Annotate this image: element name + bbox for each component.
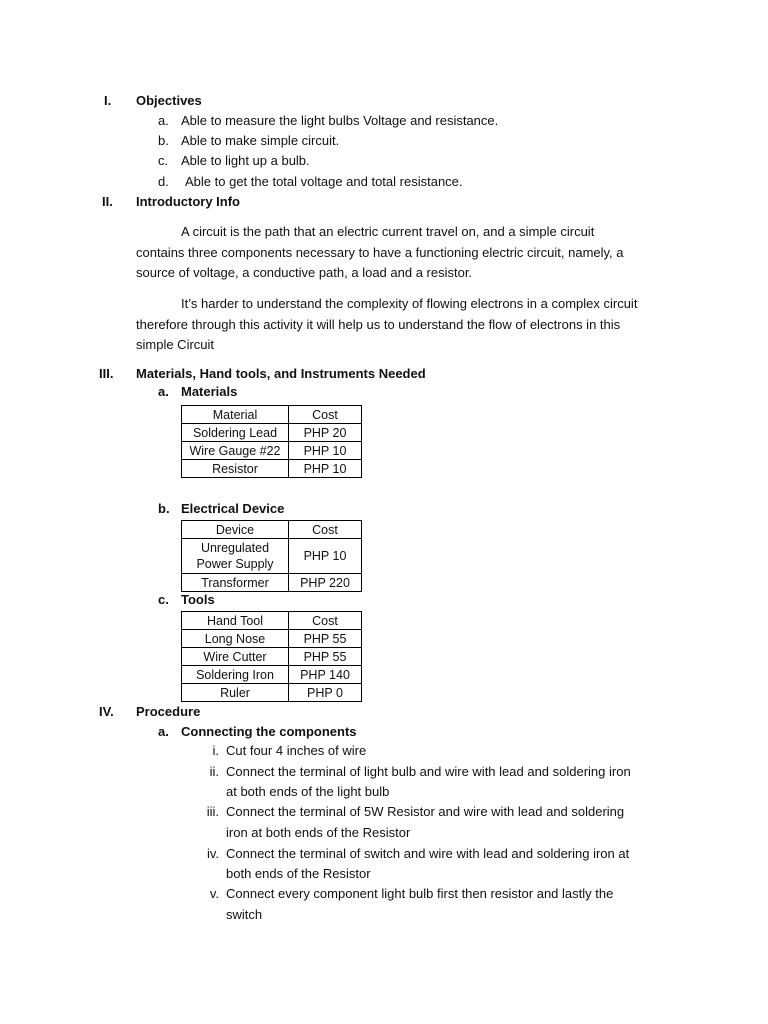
objective-item-b: Able to make simple circuit. bbox=[181, 133, 340, 148]
objective-marker-b: b. bbox=[158, 133, 169, 148]
table-cell: Long Nose bbox=[182, 630, 289, 648]
section-3-title: Materials, Hand tools, and Instruments Needed bbox=[136, 366, 426, 381]
objective-item-c: Able to light up a bulb. bbox=[181, 153, 310, 168]
table-cell: Soldering Lead bbox=[182, 424, 289, 442]
table-header-row bbox=[182, 612, 362, 630]
table-cell: PHP 55 bbox=[289, 630, 362, 648]
section-1-numeral: I. bbox=[104, 93, 112, 108]
step-marker-v: v. bbox=[209, 886, 219, 901]
intro-p1-line-3: source of voltage, a conductive path, a load and a resistor. bbox=[136, 265, 473, 280]
table-header-row bbox=[182, 521, 362, 539]
table-row bbox=[182, 684, 362, 702]
section-4-numeral: IV. bbox=[99, 704, 114, 719]
table-cell-line: Power Supply bbox=[196, 557, 274, 571]
step-4-line-2: both ends of the Resistor bbox=[226, 866, 371, 881]
procedure-sub-title: Connecting the components bbox=[181, 724, 357, 739]
table-cell: PHP 10 bbox=[289, 539, 362, 574]
table-cell: Resistor bbox=[182, 460, 289, 478]
table-cell: Soldering Iron bbox=[182, 666, 289, 684]
table-header-cell: Cost bbox=[289, 521, 362, 539]
table-row bbox=[182, 442, 362, 460]
step-1-line-1: Cut four 4 inches of wire bbox=[226, 743, 367, 758]
table-cell: PHP 55 bbox=[289, 648, 362, 666]
table-row bbox=[182, 630, 362, 648]
devices-table bbox=[181, 520, 362, 592]
section-1-title: Objectives bbox=[136, 93, 202, 108]
table-cell: Ruler bbox=[182, 684, 289, 702]
table-header-cell: Cost bbox=[289, 406, 362, 424]
tools-title: Tools bbox=[181, 592, 215, 607]
tools-marker: c. bbox=[158, 592, 169, 607]
intro-p1-line-1: A circuit is the path that an electric current travel on, and a simple circuit bbox=[181, 224, 595, 239]
step-marker-i: i. bbox=[212, 743, 219, 758]
section-3-numeral: III. bbox=[99, 366, 114, 381]
step-marker-iv: iv. bbox=[206, 846, 219, 861]
objective-marker-a: a. bbox=[158, 113, 169, 128]
table-cell: PHP 140 bbox=[289, 666, 362, 684]
step-marker-ii: ii. bbox=[209, 764, 219, 779]
step-4-line-1: Connect the terminal of switch and wire with lead and soldering iron at bbox=[226, 846, 630, 861]
table-cell: PHP 220 bbox=[289, 574, 362, 592]
objective-item-a: Able to measure the light bulbs Voltage and resistance. bbox=[181, 113, 499, 128]
table-header-cell: Hand Tool bbox=[182, 612, 289, 630]
table-cell: Transformer bbox=[182, 574, 289, 592]
table-header-cell: Cost bbox=[289, 612, 362, 630]
intro-p2-line-1: It’s harder to understand the complexity of flowing electrons in a complex circuit bbox=[181, 296, 638, 311]
tools-table bbox=[181, 611, 362, 702]
objective-marker-d: d. bbox=[158, 174, 169, 189]
table-header-cell: Device bbox=[182, 521, 289, 539]
materials-title: Materials bbox=[181, 384, 238, 399]
procedure-sub-marker: a. bbox=[158, 724, 169, 739]
table-cell: PHP 10 bbox=[289, 460, 362, 478]
devices-title: Electrical Device bbox=[181, 501, 285, 516]
table-header-row bbox=[182, 406, 362, 424]
table-cell-line: Unregulated bbox=[200, 541, 270, 555]
intro-p2-line-3: simple Circuit bbox=[136, 337, 215, 352]
intro-paragraph-1 bbox=[136, 222, 676, 284]
step-3-line-2: iron at both ends of the Resistor bbox=[226, 825, 411, 840]
table-row bbox=[182, 648, 362, 666]
table-header-cell: Material bbox=[182, 406, 289, 424]
step-2-line-1: Connect the terminal of light bulb and wire with lead and soldering iron bbox=[226, 764, 631, 779]
table-row bbox=[182, 539, 362, 574]
step-5-line-1: Connect every component light bulb first then resistor and lastly the bbox=[226, 886, 614, 901]
intro-p1-line-2: contains three components necessary to have a functioning electric circuit, namely, a bbox=[136, 244, 624, 260]
section-2-title: Introductory Info bbox=[136, 194, 240, 209]
table-row bbox=[182, 574, 362, 592]
table-cell: PHP 20 bbox=[289, 424, 362, 442]
intro-p2-line-2: therefore through this activity it will help us to understand the flow of electrons in this bbox=[136, 316, 621, 332]
section-2-numeral: II. bbox=[102, 194, 113, 209]
step-5-line-2: switch bbox=[226, 907, 263, 922]
section-4-title: Procedure bbox=[136, 704, 201, 719]
table-cell: Wire Gauge #22 bbox=[182, 442, 289, 460]
devices-marker: b. bbox=[158, 501, 170, 516]
table-cell bbox=[182, 539, 289, 574]
table-row bbox=[182, 424, 362, 442]
table-row bbox=[182, 666, 362, 684]
step-2-line-2: at both ends of the light bulb bbox=[226, 784, 390, 799]
objective-item-d: Able to get the total voltage and total resistance. bbox=[185, 174, 463, 189]
table-cell: Wire Cutter bbox=[182, 648, 289, 666]
materials-marker: a. bbox=[158, 384, 169, 399]
objective-marker-c: c. bbox=[158, 153, 169, 168]
table-cell: PHP 10 bbox=[289, 442, 362, 460]
table-cell: PHP 0 bbox=[289, 684, 362, 702]
materials-table bbox=[181, 405, 362, 478]
table-row bbox=[182, 460, 362, 478]
intro-paragraph-2 bbox=[136, 294, 676, 356]
step-marker-iii: iii. bbox=[206, 804, 219, 819]
step-3-line-1: Connect the terminal of 5W Resistor and wire with lead and soldering bbox=[226, 804, 625, 819]
